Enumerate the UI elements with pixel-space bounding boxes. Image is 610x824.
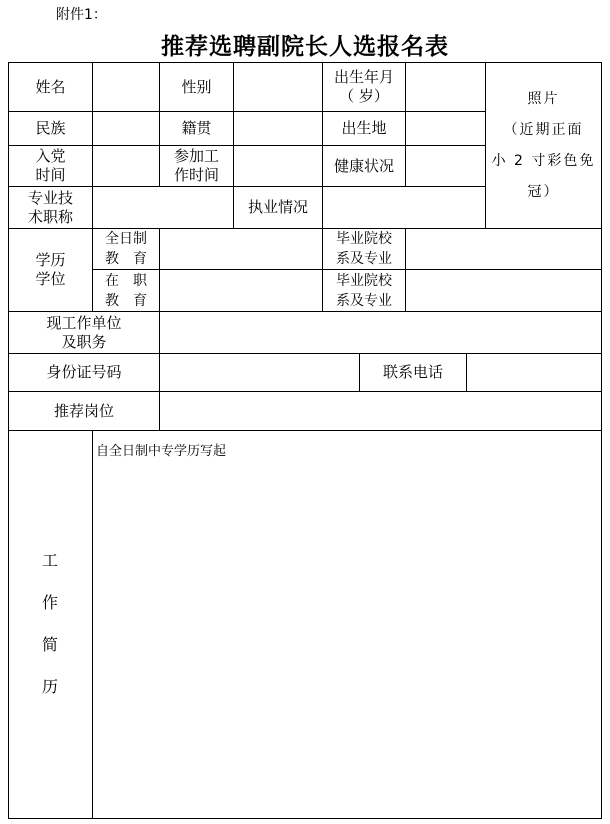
label-work-start-time: 参加工 作时间 [173,147,219,184]
resume-char: 作 [41,593,58,612]
field-native-place[interactable] [234,112,322,145]
field-fulltime-graduate-school[interactable] [406,229,601,269]
field-gender[interactable] [234,63,322,111]
label-fulltime-graduate-school: 毕业院校 系及专业 [336,231,392,267]
label-native-place: 籍贯 [181,119,212,137]
label-gender: 性别 [181,77,212,96]
resume-char: 简 [41,635,58,654]
field-inservice-education[interactable] [160,270,322,311]
resume-instruction: 自全日制中专学历写起 [96,444,227,459]
label-name: 姓名 [35,77,66,96]
form-title: 推荐选聘副院长人选报名表 [161,33,449,60]
field-inservice-graduate-school[interactable] [406,270,601,311]
label-current-unit: 现工作单位 及职务 [46,313,122,351]
label-professional-title: 专业技 术职称 [27,188,73,226]
field-health[interactable] [406,146,485,186]
label-fulltime-education: 全日制 教 育 [105,231,147,267]
label-work-resume [8,540,92,708]
label-birth-date: 出生年月 （ 岁） [333,68,394,105]
field-practice-status[interactable] [323,187,485,228]
field-recommended-position[interactable] [160,392,601,430]
label-birthplace: 出生地 [341,119,387,137]
label-phone: 联系电话 [382,363,443,381]
label-ethnicity: 民族 [35,119,66,137]
field-party-time[interactable] [93,146,159,186]
resume-char: 工 [41,551,58,570]
field-phone[interactable] [467,354,601,391]
label-id-number: 身份证号码 [46,363,122,381]
annex-label: 附件1： [56,7,107,23]
label-health: 健康状况 [333,156,394,175]
label-party-time: 入党 时间 [35,147,66,184]
label-practice-status: 执业情况 [247,198,308,216]
field-current-unit[interactable] [160,312,601,353]
field-name[interactable] [93,63,159,111]
label-inservice-education: 在 职 教 育 [105,272,147,309]
field-birthplace[interactable] [406,112,485,145]
label-inservice-graduate-school: 毕业院校 系及专业 [336,272,392,309]
label-recommended-position: 推荐岗位 [53,401,114,420]
field-birth-date[interactable] [406,63,485,111]
photo-box[interactable]: 照片 （近期正面 小 2 寸彩色免 冠） [491,90,596,200]
field-work-resume[interactable] [93,431,601,818]
field-professional-title[interactable] [93,187,233,228]
field-work-start-time[interactable] [234,146,322,186]
field-id-number[interactable] [160,354,359,391]
field-ethnicity[interactable] [93,112,159,145]
label-education-degree: 学历 学位 [35,251,66,288]
resume-char: 历 [41,677,58,696]
field-fulltime-education[interactable] [160,229,322,269]
